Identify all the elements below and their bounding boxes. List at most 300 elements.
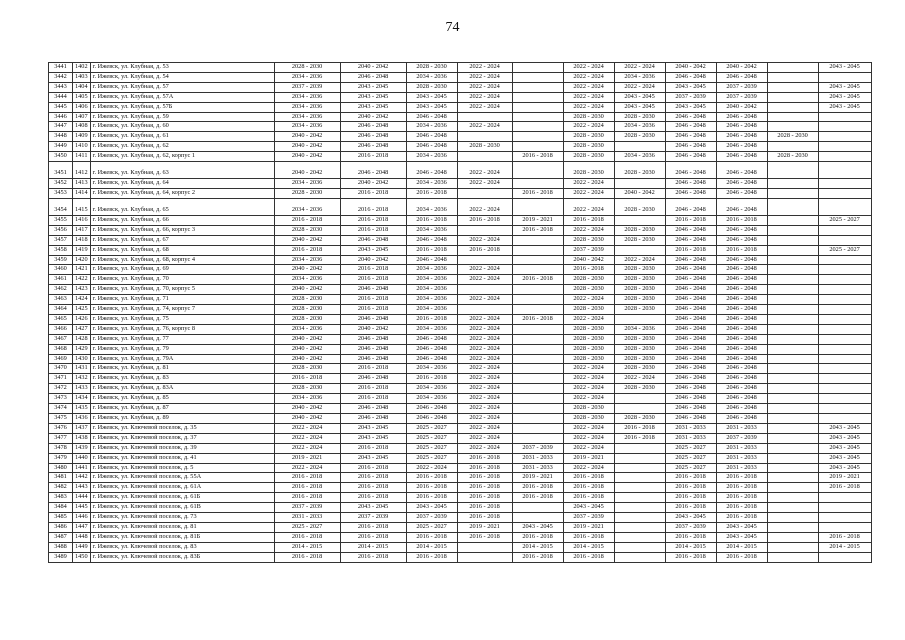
period-cell: [767, 295, 818, 305]
period-cell: 2022 - 2024: [457, 122, 512, 132]
address-id-cell: 1421: [73, 265, 91, 275]
table-row: [49, 92, 872, 102]
period-cell: [767, 344, 818, 354]
period-cell: 2046 - 2048: [716, 162, 767, 179]
period-cell: 2016 - 2018: [563, 473, 614, 483]
address-id-cell: 1420: [73, 255, 91, 265]
period-cell: [512, 82, 563, 92]
row-number-cell: 3481: [49, 473, 73, 483]
row-number-cell: 3476: [49, 423, 73, 433]
address-id-cell: 1447: [73, 522, 91, 532]
period-cell: 2016 - 2018: [274, 245, 340, 255]
period-cell: 2014 - 2015: [340, 542, 406, 552]
period-cell: 2046 - 2048: [406, 112, 457, 122]
period-cell: [512, 414, 563, 424]
period-cell: [818, 522, 871, 532]
row-number-cell: 3488: [49, 542, 73, 552]
period-cell: 2043 - 2045: [818, 423, 871, 433]
period-cell: 2046 - 2048: [406, 142, 457, 152]
address-cell: г. Ижевск, ул. Клубная, д. 70, корпус 5: [90, 285, 274, 295]
address-cell: г. Ижевск, ул. Ключевой поселок, д. 73: [90, 513, 274, 523]
address-cell: г. Ижевск, ул. Клубная, д. 81: [90, 364, 274, 374]
period-cell: 2043 - 2045: [340, 503, 406, 513]
period-cell: 2022 - 2024: [563, 179, 614, 189]
address-id-cell: 1437: [73, 423, 91, 433]
period-cell: 2046 - 2048: [340, 122, 406, 132]
row-number-cell: 3477: [49, 433, 73, 443]
row-number-cell: 3486: [49, 522, 73, 532]
period-cell: 2046 - 2048: [406, 404, 457, 414]
period-cell: [767, 122, 818, 132]
address-id-cell: 1431: [73, 364, 91, 374]
address-cell: г. Ижевск, ул. Ключевой поселок, д. 81Б: [90, 532, 274, 542]
period-cell: 2046 - 2048: [716, 324, 767, 334]
table-row: [49, 305, 872, 315]
period-cell: 2016 - 2018: [716, 493, 767, 503]
period-cell: 2046 - 2048: [340, 314, 406, 324]
period-cell: 2025 - 2027: [406, 443, 457, 453]
period-cell: 2016 - 2018: [563, 552, 614, 562]
period-cell: 2046 - 2048: [406, 162, 457, 179]
period-cell: 2016 - 2018: [274, 215, 340, 225]
period-cell: [512, 132, 563, 142]
table-row: [49, 132, 872, 142]
period-cell: [767, 503, 818, 513]
period-cell: 2022 - 2024: [457, 423, 512, 433]
period-cell: 2028 - 2030: [563, 334, 614, 344]
period-cell: 2046 - 2048: [406, 414, 457, 424]
address-id-cell: 1434: [73, 394, 91, 404]
period-cell: 2046 - 2048: [340, 344, 406, 354]
period-cell: 2028 - 2030: [274, 314, 340, 324]
period-cell: [767, 162, 818, 179]
period-cell: 2022 - 2024: [457, 198, 512, 215]
period-cell: [818, 132, 871, 142]
period-cell: 2046 - 2048: [665, 414, 716, 424]
period-cell: [767, 423, 818, 433]
period-cell: 2037 - 2039: [340, 513, 406, 523]
period-cell: 2016 - 2018: [512, 314, 563, 324]
table-row: [49, 493, 872, 503]
address-cell: г. Ижевск, ул. Клубная, д. 68: [90, 245, 274, 255]
row-number-cell: 3475: [49, 414, 73, 424]
period-cell: 2016 - 2018: [340, 493, 406, 503]
table-row: [49, 374, 872, 384]
period-cell: 2034 - 2036: [614, 122, 665, 132]
address-cell: г. Ижевск, ул. Ключевой поселок, д. 61В: [90, 503, 274, 513]
address-cell: г. Ижевск, ул. Клубная, д. 68, корпус 4: [90, 255, 274, 265]
period-cell: 2046 - 2048: [665, 179, 716, 189]
period-cell: 2034 - 2036: [406, 225, 457, 235]
period-cell: [767, 453, 818, 463]
row-number-cell: 3473: [49, 394, 73, 404]
address-cell: г. Ижевск, ул. Клубная, д. 59: [90, 112, 274, 122]
period-cell: 2040 - 2042: [274, 285, 340, 295]
address-cell: г. Ижевск, ул. Ключевой поселок, д. 39: [90, 443, 274, 453]
table-row: [49, 152, 872, 162]
period-cell: 2028 - 2030: [614, 225, 665, 235]
period-cell: 2046 - 2048: [665, 112, 716, 122]
period-cell: 2028 - 2030: [274, 305, 340, 315]
period-cell: [818, 513, 871, 523]
address-id-cell: 1425: [73, 305, 91, 315]
period-cell: 2022 - 2024: [563, 295, 614, 305]
period-cell: 2022 - 2024: [457, 364, 512, 374]
period-cell: [512, 295, 563, 305]
period-cell: [614, 552, 665, 562]
period-cell: 2016 - 2018: [406, 483, 457, 493]
address-id-cell: 1432: [73, 374, 91, 384]
row-number-cell: 3448: [49, 132, 73, 142]
period-cell: 2046 - 2048: [665, 314, 716, 324]
period-cell: [818, 493, 871, 503]
period-cell: [614, 394, 665, 404]
period-cell: 2043 - 2045: [614, 92, 665, 102]
period-cell: 2037 - 2039: [665, 92, 716, 102]
period-cell: 2028 - 2030: [563, 275, 614, 285]
period-cell: [614, 215, 665, 225]
period-cell: 2043 - 2045: [340, 423, 406, 433]
period-cell: 2016 - 2018: [340, 552, 406, 562]
table-row: [49, 122, 872, 132]
period-cell: [818, 324, 871, 334]
period-cell: 2016 - 2018: [274, 552, 340, 562]
period-cell: 2043 - 2045: [340, 82, 406, 92]
period-cell: [767, 483, 818, 493]
period-cell: 2031 - 2033: [274, 513, 340, 523]
period-cell: 2016 - 2018: [457, 463, 512, 473]
period-cell: 2043 - 2045: [818, 443, 871, 453]
period-cell: [767, 215, 818, 225]
table-row: [49, 404, 872, 414]
period-cell: 2016 - 2018: [340, 275, 406, 285]
period-cell: 2016 - 2018: [340, 295, 406, 305]
period-cell: 2016 - 2018: [406, 245, 457, 255]
period-cell: 2043 - 2045: [563, 503, 614, 513]
period-cell: 2016 - 2018: [512, 275, 563, 285]
period-cell: 2022 - 2024: [614, 63, 665, 73]
period-cell: 2028 - 2030: [274, 63, 340, 73]
period-cell: [767, 384, 818, 394]
period-cell: 2046 - 2048: [665, 384, 716, 394]
period-cell: [767, 404, 818, 414]
address-cell: г. Ижевск, ул. Клубная, д. 79: [90, 344, 274, 354]
period-cell: 2028 - 2030: [767, 152, 818, 162]
table-body: [49, 63, 872, 563]
period-cell: [818, 142, 871, 152]
period-cell: 2046 - 2048: [716, 188, 767, 198]
period-cell: 2016 - 2018: [340, 305, 406, 315]
period-cell: 2028 - 2030: [563, 324, 614, 334]
period-cell: 2016 - 2018: [457, 503, 512, 513]
period-cell: 2031 - 2033: [716, 463, 767, 473]
period-cell: 2028 - 2030: [767, 132, 818, 142]
address-cell: г. Ижевск, ул. Клубная, д. 53: [90, 63, 274, 73]
address-id-cell: 1419: [73, 245, 91, 255]
period-cell: 2016 - 2018: [665, 493, 716, 503]
row-number-cell: 3452: [49, 179, 73, 189]
address-id-cell: 1433: [73, 384, 91, 394]
row-number-cell: 3463: [49, 295, 73, 305]
period-cell: 2016 - 2018: [665, 532, 716, 542]
period-cell: 2028 - 2030: [274, 295, 340, 305]
period-cell: 2025 - 2027: [818, 245, 871, 255]
period-cell: 2034 - 2036: [614, 152, 665, 162]
period-cell: 2046 - 2048: [665, 364, 716, 374]
period-cell: 2037 - 2039: [716, 433, 767, 443]
table-row: [49, 433, 872, 443]
period-cell: 2028 - 2030: [406, 82, 457, 92]
period-cell: [767, 72, 818, 82]
address-id-cell: 1411: [73, 152, 91, 162]
row-number-cell: 3489: [49, 552, 73, 562]
period-cell: [767, 63, 818, 73]
row-number-cell: 3456: [49, 225, 73, 235]
period-cell: [767, 285, 818, 295]
period-cell: 2028 - 2030: [614, 295, 665, 305]
address-cell: г. Ижевск, ул. Клубная, д. 69: [90, 265, 274, 275]
period-cell: 2025 - 2027: [274, 522, 340, 532]
period-cell: 2043 - 2045: [406, 503, 457, 513]
period-cell: [512, 384, 563, 394]
period-cell: [818, 275, 871, 285]
address-cell: г. Ижевск, ул. Клубная, д. 71: [90, 295, 274, 305]
period-cell: 2028 - 2030: [614, 334, 665, 344]
table-row: [49, 179, 872, 189]
address-id-cell: 1407: [73, 112, 91, 122]
period-cell: 2022 - 2024: [457, 404, 512, 414]
period-cell: [818, 305, 871, 315]
period-cell: 2046 - 2048: [665, 354, 716, 364]
period-cell: 2046 - 2048: [665, 142, 716, 152]
row-number-cell: 3445: [49, 102, 73, 112]
period-cell: 2046 - 2048: [716, 225, 767, 235]
period-cell: [767, 433, 818, 443]
address-id-cell: 1445: [73, 503, 91, 513]
period-cell: [767, 473, 818, 483]
row-number-cell: 3450: [49, 152, 73, 162]
period-cell: [767, 265, 818, 275]
period-cell: 2046 - 2048: [665, 265, 716, 275]
period-cell: 2031 - 2033: [665, 423, 716, 433]
period-cell: 2028 - 2030: [614, 198, 665, 215]
row-number-cell: 3442: [49, 72, 73, 82]
period-cell: 2034 - 2036: [274, 92, 340, 102]
table-row: [49, 552, 872, 562]
period-cell: 2046 - 2048: [665, 162, 716, 179]
period-cell: 2034 - 2036: [274, 394, 340, 404]
period-cell: 2034 - 2036: [406, 364, 457, 374]
period-cell: [767, 188, 818, 198]
period-cell: 2028 - 2030: [614, 364, 665, 374]
period-cell: 2022 - 2024: [457, 314, 512, 324]
address-cell: г. Ижевск, ул. Клубная, д. 57Б: [90, 102, 274, 112]
period-cell: 2016 - 2018: [340, 443, 406, 453]
period-cell: 2046 - 2048: [716, 72, 767, 82]
period-cell: 2040 - 2042: [274, 132, 340, 142]
period-cell: [512, 198, 563, 215]
period-cell: 2043 - 2045: [818, 433, 871, 443]
table-row: [49, 483, 872, 493]
period-cell: 2043 - 2045: [340, 433, 406, 443]
period-cell: 2028 - 2030: [614, 275, 665, 285]
period-cell: 2040 - 2042: [274, 334, 340, 344]
period-cell: 2046 - 2048: [665, 324, 716, 334]
table-row: [49, 522, 872, 532]
period-cell: 2016 - 2018: [512, 188, 563, 198]
period-cell: 2046 - 2048: [406, 354, 457, 364]
period-cell: [818, 334, 871, 344]
period-cell: 2043 - 2045: [818, 82, 871, 92]
table-row: [49, 112, 872, 122]
period-cell: 2016 - 2018: [340, 198, 406, 215]
period-cell: 2016 - 2018: [274, 374, 340, 384]
period-cell: 2016 - 2018: [665, 503, 716, 513]
period-cell: 2046 - 2048: [716, 384, 767, 394]
period-cell: 2040 - 2042: [665, 63, 716, 73]
period-cell: 2019 - 2021: [512, 473, 563, 483]
period-cell: 2016 - 2018: [340, 215, 406, 225]
address-id-cell: 1442: [73, 473, 91, 483]
period-cell: 2022 - 2024: [563, 443, 614, 453]
period-cell: 2022 - 2024: [614, 82, 665, 92]
period-cell: 2046 - 2048: [716, 152, 767, 162]
period-cell: 2022 - 2024: [563, 122, 614, 132]
period-cell: 2022 - 2024: [457, 265, 512, 275]
period-cell: [767, 513, 818, 523]
table-row: [49, 364, 872, 374]
table-row: [49, 225, 872, 235]
period-cell: 2046 - 2048: [665, 255, 716, 265]
period-cell: 2022 - 2024: [457, 394, 512, 404]
period-cell: 2040 - 2042: [274, 265, 340, 275]
table-row: [49, 162, 872, 179]
period-cell: 2016 - 2018: [457, 453, 512, 463]
row-number-cell: 3454: [49, 198, 73, 215]
period-cell: 2031 - 2033: [716, 443, 767, 453]
period-cell: 2034 - 2036: [274, 324, 340, 334]
period-cell: [818, 179, 871, 189]
period-cell: [457, 225, 512, 235]
period-cell: 2046 - 2048: [340, 285, 406, 295]
period-cell: 2028 - 2030: [563, 235, 614, 245]
period-cell: 2016 - 2018: [340, 384, 406, 394]
period-cell: 2046 - 2048: [340, 132, 406, 142]
period-cell: 2046 - 2048: [340, 72, 406, 82]
period-cell: 2040 - 2042: [274, 404, 340, 414]
address-cell: г. Ижевск, ул. Ключевой поселок, д. 61Б: [90, 493, 274, 503]
period-cell: 2028 - 2030: [614, 162, 665, 179]
period-cell: 2016 - 2018: [340, 188, 406, 198]
period-cell: 2028 - 2030: [274, 225, 340, 235]
period-cell: 2016 - 2018: [457, 493, 512, 503]
row-number-cell: 3474: [49, 404, 73, 414]
table-row: [49, 215, 872, 225]
period-cell: 2034 - 2036: [274, 255, 340, 265]
address-id-cell: 1405: [73, 92, 91, 102]
period-cell: [818, 198, 871, 215]
period-cell: 2043 - 2045: [614, 102, 665, 112]
period-cell: [512, 433, 563, 443]
period-cell: 2037 - 2039: [274, 82, 340, 92]
period-cell: 2034 - 2036: [406, 285, 457, 295]
period-cell: 2040 - 2042: [274, 354, 340, 364]
period-cell: 2028 - 2030: [614, 354, 665, 364]
period-cell: 2022 - 2024: [563, 92, 614, 102]
period-cell: 2046 - 2048: [340, 374, 406, 384]
period-cell: 2016 - 2018: [457, 473, 512, 483]
period-cell: 2034 - 2036: [274, 275, 340, 285]
address-cell: г. Ижевск, ул. Ключевой поселок, д. 37: [90, 433, 274, 443]
period-cell: [767, 102, 818, 112]
period-cell: [614, 542, 665, 552]
address-cell: г. Ижевск, ул. Клубная, д. 74, корпус 7: [90, 305, 274, 315]
address-cell: г. Ижевск, ул. Клубная, д. 70: [90, 275, 274, 285]
period-cell: [512, 142, 563, 152]
table-row: [49, 344, 872, 354]
period-cell: [767, 463, 818, 473]
period-cell: [767, 334, 818, 344]
period-cell: [818, 404, 871, 414]
period-cell: 2028 - 2030: [614, 132, 665, 142]
period-cell: 2016 - 2018: [614, 433, 665, 443]
period-cell: 2016 - 2018: [274, 473, 340, 483]
period-cell: [818, 374, 871, 384]
period-cell: 2014 - 2015: [563, 542, 614, 552]
period-cell: 2028 - 2030: [614, 265, 665, 275]
address-id-cell: 1406: [73, 102, 91, 112]
period-cell: 2040 - 2042: [274, 235, 340, 245]
period-cell: [614, 493, 665, 503]
period-cell: [512, 112, 563, 122]
period-cell: 2022 - 2024: [563, 314, 614, 324]
address-id-cell: 1422: [73, 275, 91, 285]
period-cell: 2028 - 2030: [563, 404, 614, 414]
address-id-cell: 1449: [73, 542, 91, 552]
row-number-cell: 3443: [49, 82, 73, 92]
period-cell: 2025 - 2027: [406, 423, 457, 433]
period-cell: [767, 92, 818, 102]
period-cell: 2034 - 2036: [274, 122, 340, 132]
address-cell: г. Ижевск, ул. Ключевой поселок, д. 55А: [90, 473, 274, 483]
period-cell: 2046 - 2048: [716, 235, 767, 245]
period-cell: 2028 - 2030: [614, 344, 665, 354]
period-cell: [767, 305, 818, 315]
period-cell: 2028 - 2030: [563, 414, 614, 424]
period-cell: 2046 - 2048: [340, 162, 406, 179]
address-id-cell: 1443: [73, 483, 91, 493]
period-cell: [818, 314, 871, 324]
period-cell: 2028 - 2030: [563, 152, 614, 162]
period-cell: 2040 - 2042: [340, 255, 406, 265]
period-cell: 2022 - 2024: [457, 344, 512, 354]
period-cell: [818, 112, 871, 122]
period-cell: 2022 - 2024: [274, 443, 340, 453]
period-cell: 2025 - 2027: [818, 215, 871, 225]
table-row: [49, 295, 872, 305]
period-cell: 2028 - 2030: [614, 305, 665, 315]
period-cell: 2046 - 2048: [665, 188, 716, 198]
period-cell: [512, 423, 563, 433]
row-number-cell: 3470: [49, 364, 73, 374]
period-cell: 2046 - 2048: [665, 225, 716, 235]
table-row: [49, 324, 872, 334]
table-row: [49, 443, 872, 453]
table-row: [49, 384, 872, 394]
row-number-cell: 3444: [49, 92, 73, 102]
period-cell: 2022 - 2024: [563, 198, 614, 215]
period-cell: 2016 - 2018: [457, 532, 512, 542]
